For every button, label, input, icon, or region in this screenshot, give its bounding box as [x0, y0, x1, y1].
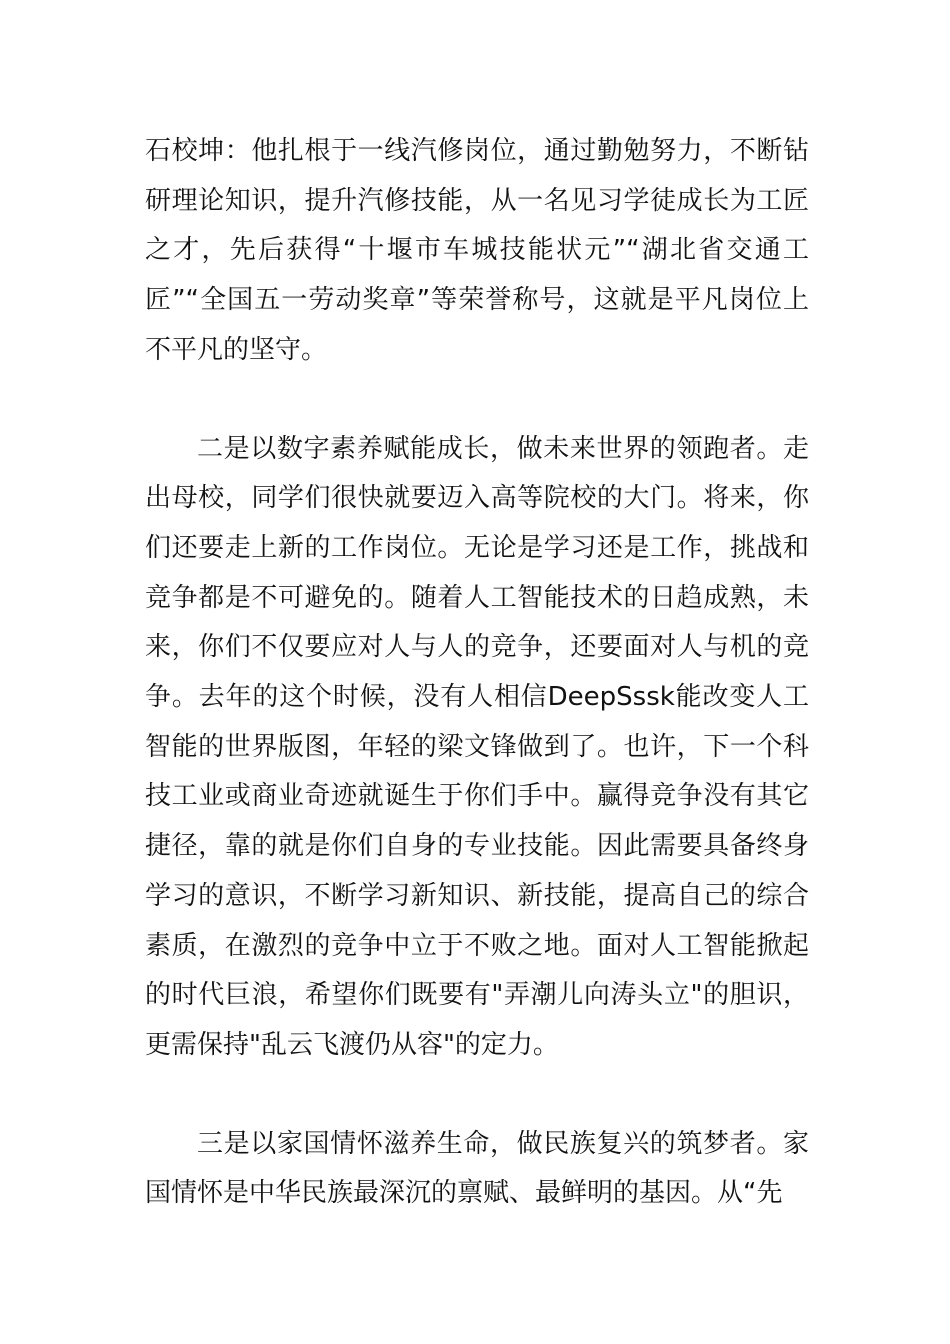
- document-body: [145, 127, 809, 1219]
- paragraph-shi-xiaokun: 石校坤：他扎根于一线汽修岗位，通过勤勉努力，不断钻研理论知识，提升汽修技能，从一名见习学徒成长为工匠之才，先后获得“十堰市车城技能状元”“湖北省交通工匠”“全国五一劳动奖章”等荣誉称号，这就是平凡岗位上不平凡的坚守。: [145, 136, 809, 365]
- paragraph-patriotism: 三是以家国情怀滋养生命，做民族复兴的筑梦者。家国情怀是中华民族最深沉的禀赋、最鲜明的基因。从“先: [145, 1128, 809, 1209]
- paragraph-digital-literacy: 二是以数字素养赋能成长，做未来世界的领跑者。走出母校，同学们很快就要迈入高等院校的大门。将来，你们还要走上新的工作岗位。无论是学习还是工作，挑战和竞争都是不可避免的。随着人工智能技术的日趋成熟，未来，你们不仅要应对人与人的竞争，还要面对人与机的竞争。去年的这个时候，没有人相信DeepSssk能改变人工智能的世界版图，年轻的梁文锋做到了。也许，下一个科技工业或商业奇迹就诞生于你们手中。赢得竞争没有其它捷径，靠的就是你们自身的专业技能。因此需要具备终身学习的意识，不断学习新知识、新技能，提高自己的综合素质，在激烈的竞争中立于不败之地。面对人工智能掀起的时代巨浪，希望你们既要有"弄潮儿向涛头立"的胆识，更需保持"乱云飞渡仍从容"的定力。: [145, 433, 809, 1060]
